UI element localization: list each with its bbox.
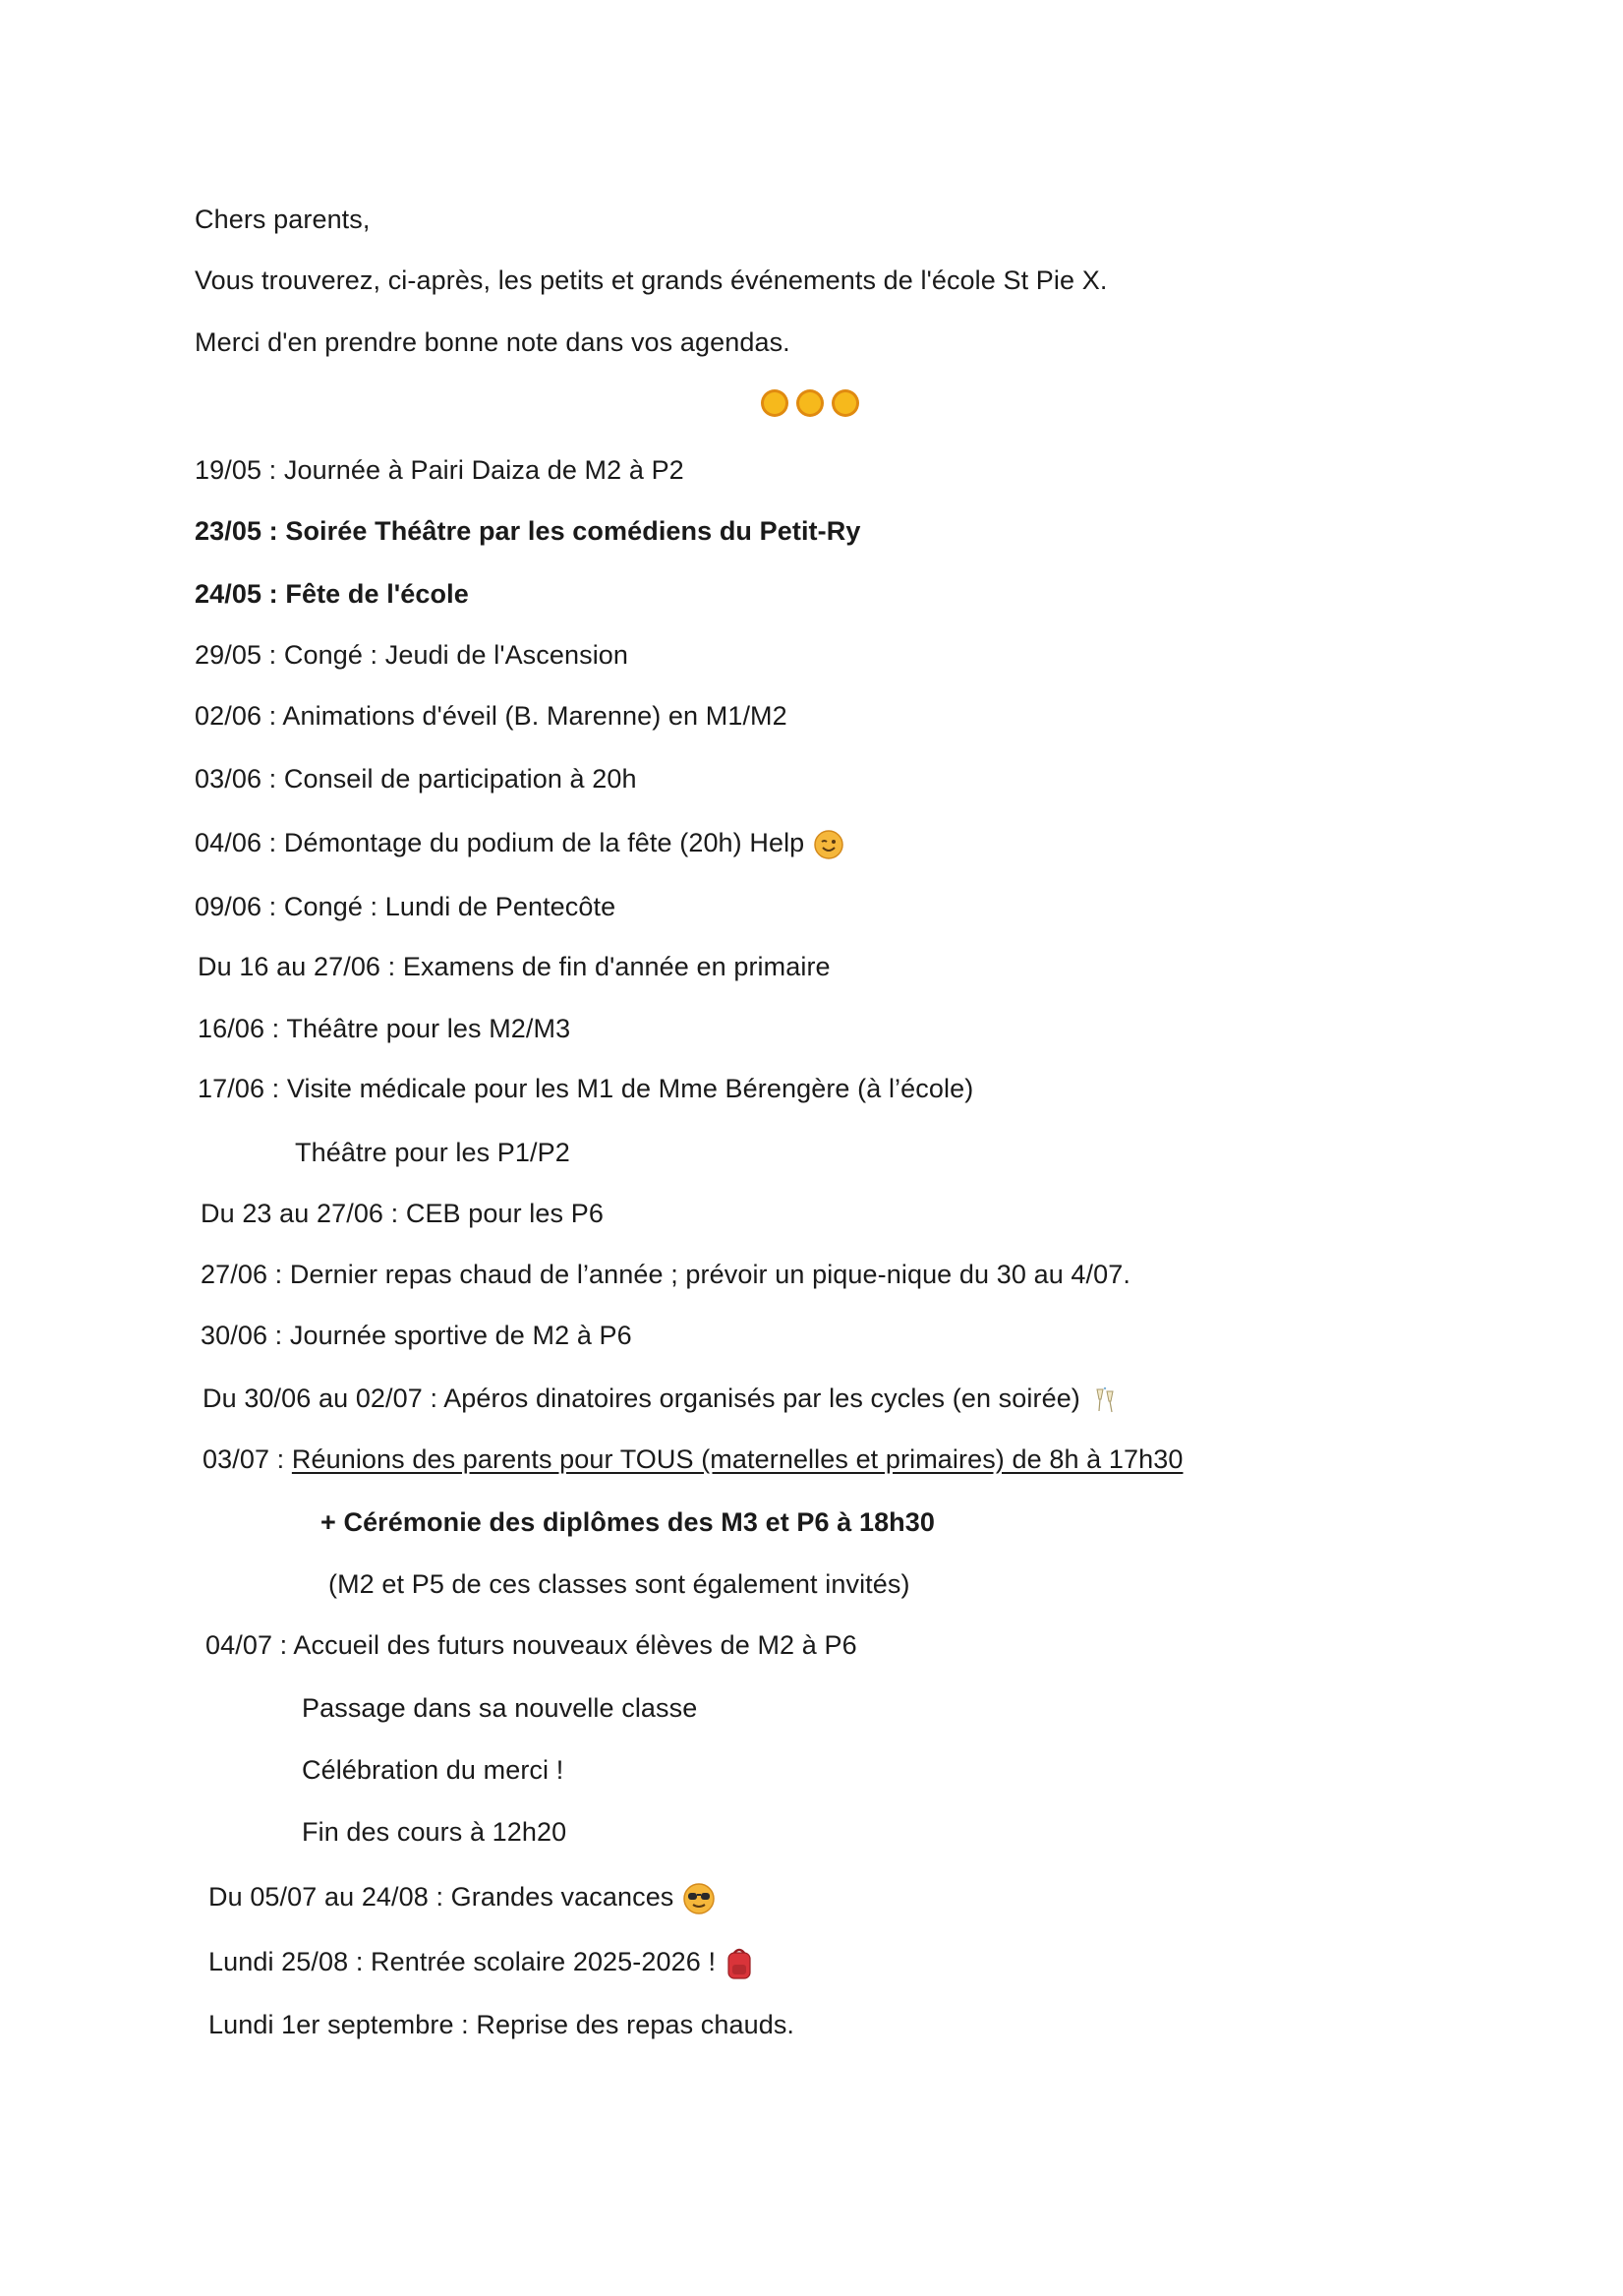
event-03-06: 03/06 : Conseil de participation à 20h	[195, 764, 637, 794]
event-03-07-ceremony: + Cérémonie des diplômes des M3 et P6 à 18h30	[320, 1507, 936, 1537]
event-03-07	[203, 1442, 1183, 1476]
event-17-06: 17/06 : Visite médicale pour les M1 de Mme Bérengère (à l’école)	[198, 1074, 974, 1103]
event-25-08	[208, 1945, 753, 1980]
sun-divider	[760, 388, 860, 418]
event-05-07-24-08	[208, 1880, 715, 1914]
event-29-05: 29/05 : Congé : Jeudi de l'Ascension	[195, 640, 629, 670]
sun-icon	[760, 388, 789, 418]
winking-face-icon	[814, 830, 843, 859]
event-16-06: 16/06 : Théâtre pour les M2/M3	[198, 1014, 571, 1043]
event-17-06-sub: Théâtre pour les P1/P2	[295, 1138, 570, 1167]
sun-icon	[795, 388, 825, 418]
event-03-07-note: (M2 et P5 de ces classes sont également invités)	[328, 1569, 910, 1599]
event-23-05: 23/05 : Soirée Théâtre par les comédiens du Petit-Ry	[195, 516, 861, 546]
champagne-glasses-icon	[1090, 1385, 1120, 1415]
event-04-07: 04/07 : Accueil des futurs nouveaux élèves de M2 à P6	[205, 1630, 857, 1660]
event-04-07-sub-1: Passage dans sa nouvelle classe	[302, 1693, 698, 1723]
greeting: Chers parents,	[195, 205, 371, 234]
event-23-27-06: Du 23 au 27/06 : CEB pour les P6	[201, 1199, 604, 1228]
intro-line-2: Merci d'en prendre bonne note dans vos agendas.	[195, 327, 790, 357]
event-04-07-sub-3: Fin des cours à 12h20	[302, 1817, 567, 1847]
event-01-09: Lundi 1er septembre : Reprise des repas chauds.	[208, 2010, 795, 2039]
event-30-06-02-07	[203, 1382, 1120, 1415]
sunglasses-face-icon	[683, 1883, 715, 1914]
event-09-06: 09/06 : Congé : Lundi de Pentecôte	[195, 892, 616, 921]
event-04-06	[195, 826, 843, 859]
intro-line-1: Vous trouverez, ci-après, les petits et grands événements de l'école St Pie X.	[195, 265, 1108, 295]
event-04-06-text: 04/06 : Démontage du podium de la fête (20h) Help	[195, 828, 805, 857]
event-05-07-24-08-text: Du 05/07 au 24/08 : Grandes vacances	[208, 1882, 674, 1912]
event-04-07-sub-2: Célébration du merci !	[302, 1755, 564, 1785]
event-24-05: 24/05 : Fête de l'école	[195, 579, 469, 609]
event-25-08-text: Lundi 25/08 : Rentrée scolaire 2025-2026 !	[208, 1947, 717, 1976]
sun-icon	[831, 388, 860, 418]
event-03-07-text: Réunions des parents pour TOUS (maternelles et primaires) de 8h à 17h30	[291, 1444, 1184, 1474]
event-30-06-02-07-text: Du 30/06 au 02/07 : Apéros dinatoires organisés par les cycles (en soirée)	[203, 1383, 1080, 1413]
event-19-05: 19/05 : Journée à Pairi Daiza de M2 à P2	[195, 455, 684, 485]
event-03-07-date: 03/07 :	[203, 1444, 292, 1474]
event-27-06: 27/06 : Dernier repas chaud de l’année ; prévoir un pique-nique du 30 au 4/07.	[201, 1260, 1130, 1289]
event-30-06: 30/06 : Journée sportive de M2 à P6	[201, 1321, 632, 1350]
backpack-icon	[725, 1947, 753, 1980]
event-02-06: 02/06 : Animations d'éveil (B. Marenne) en M1/M2	[195, 701, 787, 731]
event-16-27-06: Du 16 au 27/06 : Examens de fin d'année en primaire	[198, 952, 831, 981]
